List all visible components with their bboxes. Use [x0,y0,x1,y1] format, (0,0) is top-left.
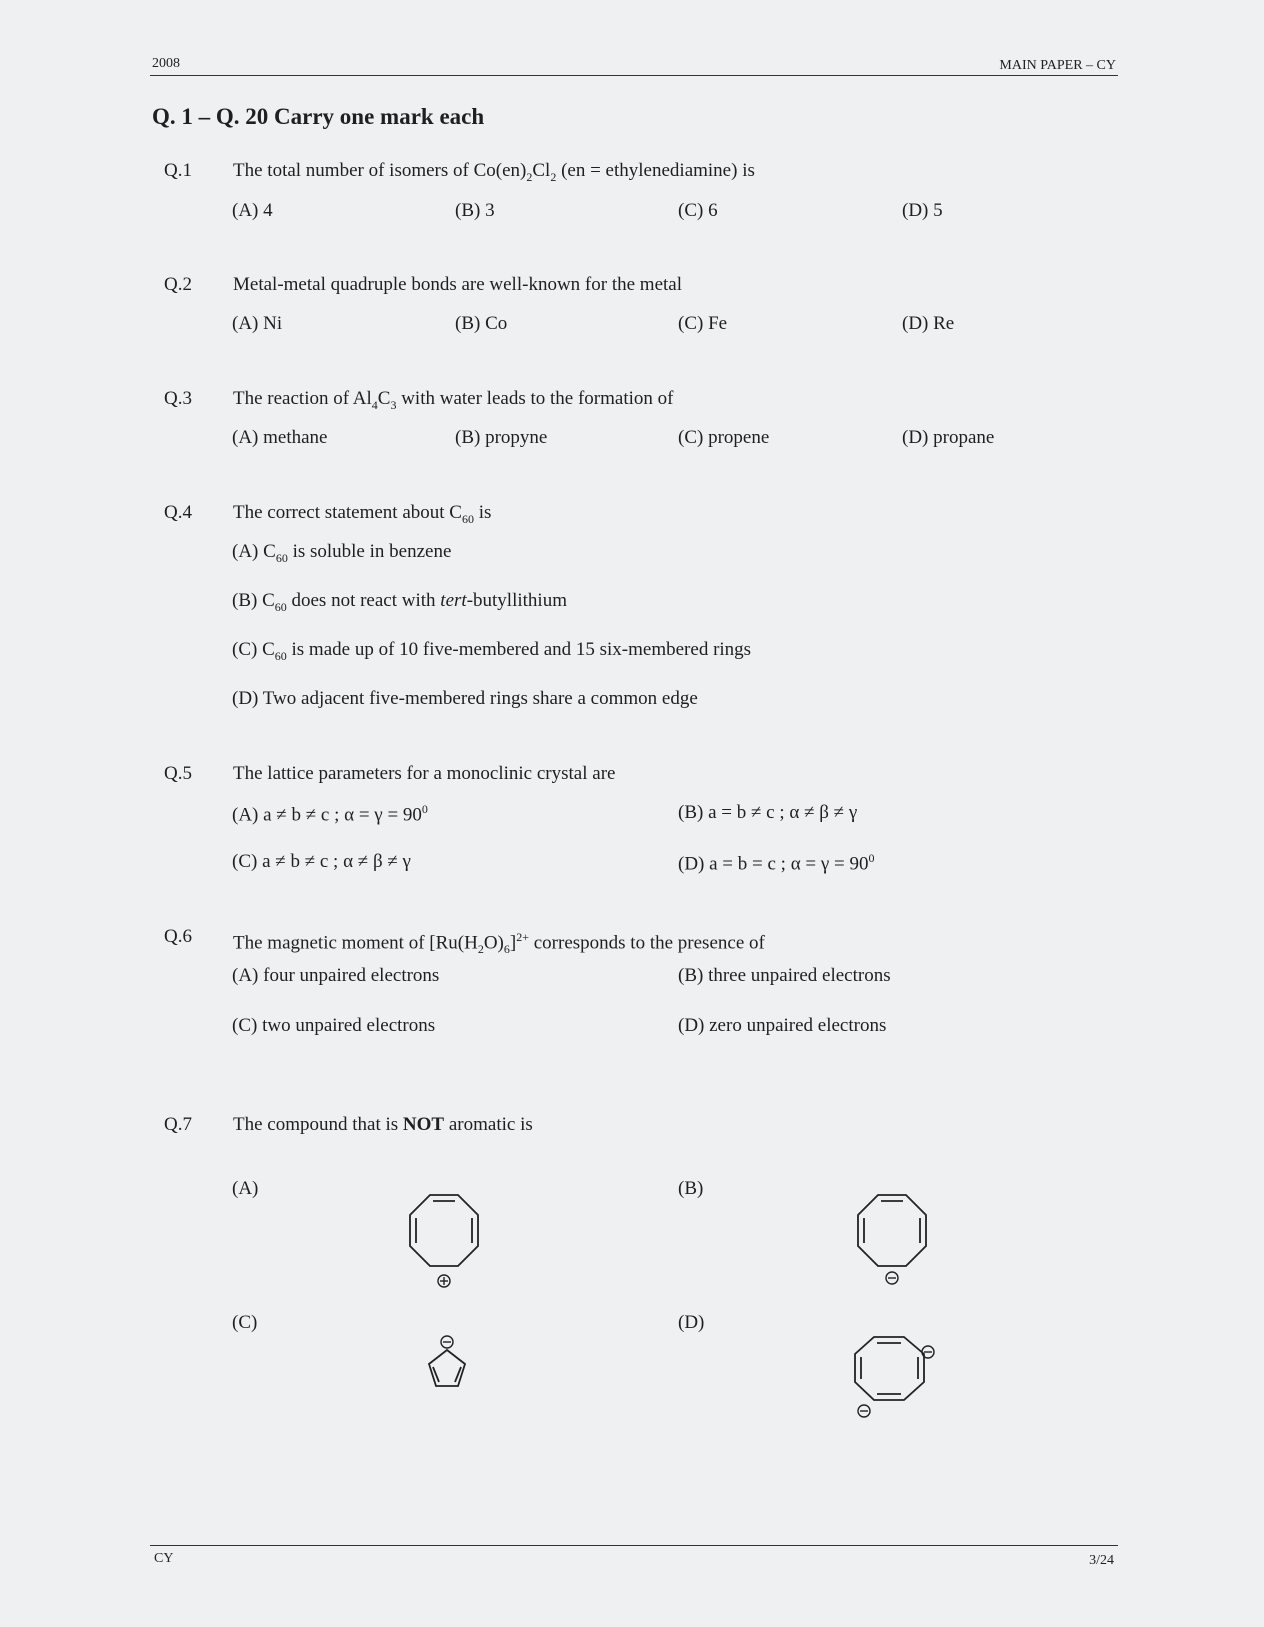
section-title: Q. 1 – Q. 20 Carry one mark each [152,104,485,129]
footer-code: CY [154,1551,174,1566]
tropylium-cation-structure [400,1188,490,1290]
option-a: (A) methane [232,427,328,448]
option-c: (C) two unpaired electrons [232,1015,436,1036]
option-b: (B) Co [455,313,508,334]
question-number: Q.6 [164,926,192,947]
header-year: 2008 [152,56,180,71]
option-d: (D) Two adjacent five-membered rings share a common edge [232,688,698,709]
option-a: (A) [232,1178,259,1199]
option-c: (C) $C_{60}$ is made up of 10 five-membered and 15 six-membered rings [232,639,752,663]
question-stem: Metal-metal quadruple bonds are well-known for the metal [233,274,682,295]
cyclooctatetraene-dianion-structure [848,1330,948,1420]
option-c: (C) 6 [678,200,718,221]
option-d: (D) Re [902,313,955,334]
question-number: Q.4 [164,502,192,523]
question-number: Q.3 [164,388,192,409]
option-b: (B) [678,1178,704,1199]
option-c: (C) propene [678,427,770,448]
option-b: (B) $C_{60}$ does not react with tert-butyllithium [232,590,567,614]
question-number: Q.1 [164,160,192,181]
option-c: (C) a ≠ b ≠ c ; α ≠ β ≠ γ [232,851,411,872]
option-d: (D) propane [902,427,995,448]
header-paper: MAIN PAPER – CY [999,58,1116,73]
question-stem: The magnetic moment of $[Ru(H_2O)_6]^{2+}$ corresponds to the presence of [233,930,765,957]
cycloheptatrienyl-anion-structure [848,1188,938,1290]
question-stem: The lattice parameters for a monoclinic crystal are [233,763,616,784]
option-a: (A) 4 [232,200,273,221]
option-d: (D) a = b = c ; $\alpha = \gamma = 90^0$ [678,851,875,875]
question-number: Q.7 [164,1114,192,1135]
question-number: Q.5 [164,763,192,784]
question-stem: The reaction of $Al_4C_3$ with water leads to the formation of [233,388,674,412]
option-a: (A) four unpaired electrons [232,965,440,986]
footer-page-number: 3/24 [1089,1553,1114,1568]
option-a: (A) a ≠ b ≠ c ; $\alpha = \gamma = 90^0$ [232,802,428,826]
option-a: (A) Ni [232,313,283,334]
option-d: (D) [678,1312,705,1333]
option-b: (B) a = b ≠ c ; α ≠ β ≠ γ [678,802,858,823]
header-rule [150,75,1118,76]
option-b: (B) three unpaired electrons [678,965,891,986]
option-b: (B) propyne [455,427,548,448]
question-stem: The total number of isomers of $Co(en)_2Cl_2$ (en = ethylenediamine) is [233,160,755,184]
option-a: (A) $C_{60}$ is soluble in benzene [232,541,452,565]
footer-rule [150,1545,1118,1546]
option-d: (D) zero unpaired electrons [678,1015,887,1036]
option-c: (C) Fe [678,313,728,334]
option-b: (B) 3 [455,200,495,221]
question-stem: The correct statement about $C_{60}$ is [233,502,492,526]
cyclopentadienyl-anion-structure [418,1330,478,1400]
option-c: (C) [232,1312,258,1333]
question-number: Q.2 [164,274,192,295]
option-d: (D) 5 [902,200,943,221]
question-stem: The compound that is NOT aromatic is [233,1114,533,1135]
